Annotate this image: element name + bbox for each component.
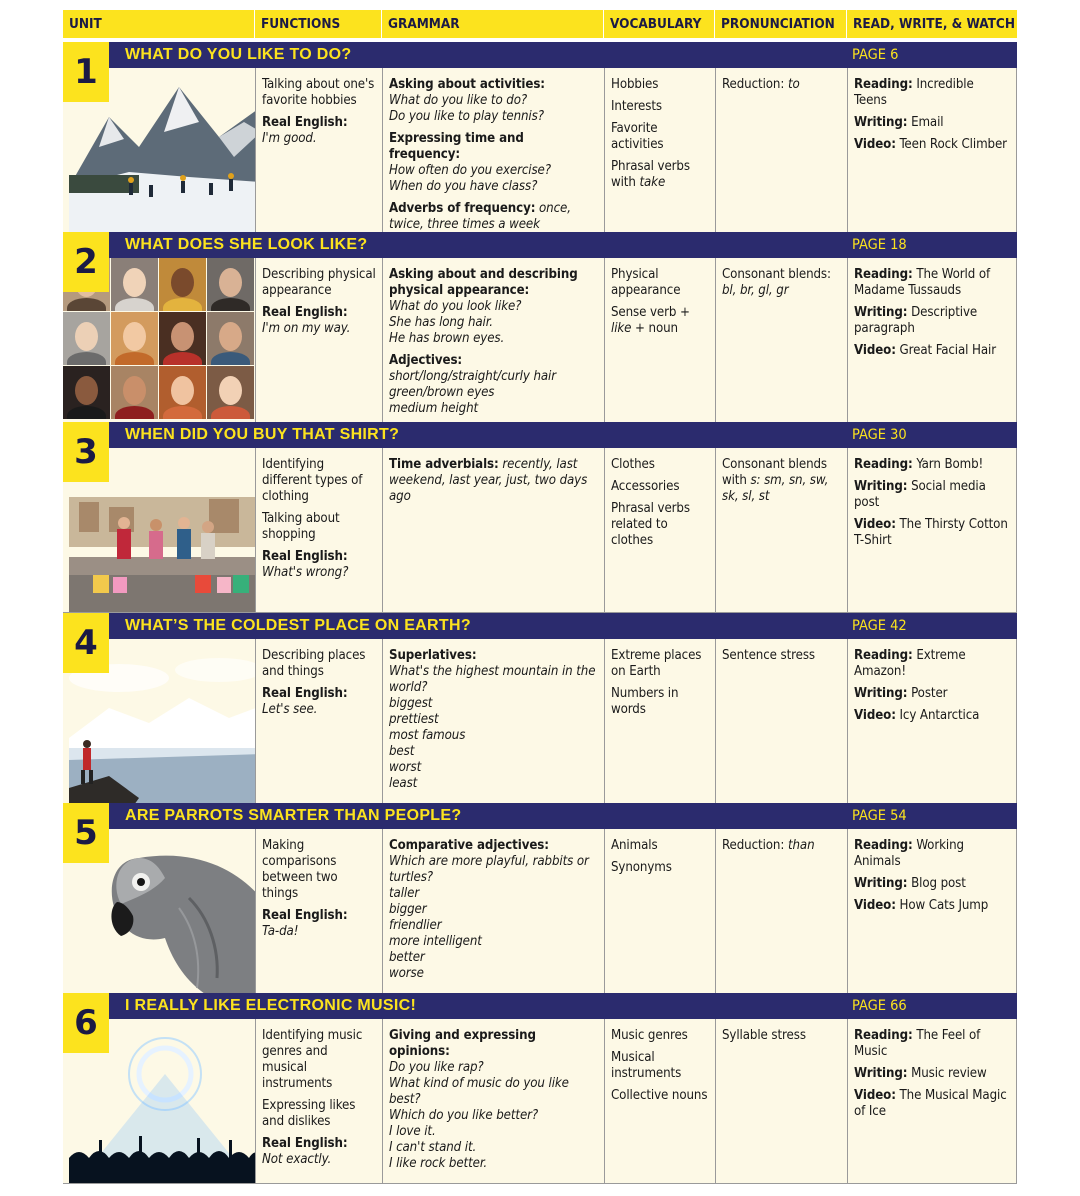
grammar-example: medium height — [389, 401, 479, 416]
header-grammar: GRAMMAR — [382, 10, 604, 38]
grammar-example: bigger — [389, 902, 427, 917]
reading-title: The Feel of Music — [854, 1028, 981, 1059]
rww-cell — [847, 68, 1017, 232]
unit-number: 2 — [63, 232, 109, 292]
unit-6 — [63, 993, 1017, 1183]
grammar-example: most famous — [389, 728, 466, 743]
reading-title: Extreme Amazon! — [854, 648, 966, 679]
pronunciation-cell — [715, 1019, 847, 1183]
real-english-label: Real English: — [262, 115, 348, 130]
vocabulary-item: Extreme places on Earth — [611, 648, 702, 679]
writing-title: Social media post — [854, 479, 986, 510]
vocabulary-item: Numbers in words — [611, 686, 679, 717]
grammar-example: green/brown eyes — [389, 385, 495, 400]
unit-1 — [63, 42, 1017, 232]
pronunciation-item: than — [787, 838, 815, 853]
writing-label: Writing: — [854, 1066, 908, 1081]
table-header — [63, 10, 1017, 38]
unit-title: WHAT DOES SHE LOOK LIKE? — [125, 236, 368, 253]
grammar-example: What do you like to do? — [389, 93, 528, 108]
reading-label: Reading: — [854, 648, 913, 663]
pronunciation-cell — [715, 829, 847, 993]
vocabulary-item: like — [611, 321, 632, 336]
vocabulary-item: Accessories — [611, 479, 680, 494]
unit-row — [63, 639, 1017, 804]
unit-3 — [63, 422, 1017, 612]
unit-title-bar — [63, 803, 1017, 829]
functions-text: Describing physical appearance — [262, 267, 376, 298]
video-title: How Cats Jump — [899, 898, 989, 913]
pronunciation-item: Reduction: — [722, 77, 785, 92]
rww-cell — [847, 258, 1017, 422]
real-english-text: I'm good. — [262, 131, 317, 146]
video-title: Teen Rock Climber — [899, 137, 1007, 152]
vocabulary-item: Interests — [611, 99, 662, 114]
functions-cell — [255, 68, 382, 232]
video-title: The Thirsty Cotton T-Shirt — [854, 517, 1008, 548]
writing-label: Writing: — [854, 686, 908, 701]
grammar-example: How often do you exercise? — [389, 163, 551, 178]
video-label: Video: — [854, 517, 896, 532]
pronunciation-item: Consonant blends with — [722, 457, 828, 488]
unit-number: 1 — [63, 42, 109, 102]
reading-label: Reading: — [854, 77, 913, 92]
grammar-example: Which do you like better? — [389, 1108, 539, 1123]
unit-4 — [63, 613, 1017, 803]
unit-2 — [63, 232, 1017, 422]
pronunciation-item: Syllable stress — [722, 1028, 806, 1043]
unit-title-bar — [63, 993, 1017, 1019]
grammar-example: What kind of music do you like best? — [389, 1076, 569, 1107]
unit-row — [63, 1019, 1017, 1184]
grammar-example: She has long hair. — [389, 315, 493, 330]
functions-cell — [255, 1019, 382, 1183]
grammar-example: What's the highest mountain in the world? — [389, 664, 596, 695]
functions-cell — [255, 639, 382, 803]
rww-cell — [847, 448, 1017, 612]
unit-title: WHAT’S THE COLDEST PLACE ON EARTH? — [125, 617, 471, 634]
grammar-cell — [382, 639, 604, 803]
grammar-heading: Comparative adjectives: — [389, 838, 549, 853]
vocabulary-cell — [604, 829, 715, 993]
functions-text: Talking about one's favorite hobbies — [262, 77, 375, 108]
vocabulary-item: Physical appearance — [611, 267, 681, 298]
video-title: The Musical Magic of Ice — [854, 1088, 1007, 1119]
unit-number: 4 — [63, 613, 109, 673]
grammar-example: more intelligent — [389, 934, 482, 949]
unit-title-bar — [63, 232, 1017, 258]
unit-title: WHAT DO YOU LIKE TO DO? — [125, 46, 352, 63]
vocabulary-item: Hobbies — [611, 77, 659, 92]
unit-row — [63, 258, 1017, 423]
vocabulary-cell — [604, 1019, 715, 1183]
reading-label: Reading: — [854, 838, 913, 853]
video-label: Video: — [854, 1088, 896, 1103]
header-unit: UNIT — [63, 10, 255, 38]
real-english-label: Real English: — [262, 686, 348, 701]
grammar-example: Do you like rap? — [389, 1060, 484, 1075]
reading-label: Reading: — [854, 457, 913, 472]
grammar-heading: Time adverbials: — [389, 457, 499, 472]
vocabulary-item: Clothes — [611, 457, 655, 472]
grammar-example: short/long/straight/curly hair — [389, 369, 557, 384]
writing-label: Writing: — [854, 305, 908, 320]
grammar-example: friendlier — [389, 918, 442, 933]
vocabulary-item: Musical instruments — [611, 1050, 682, 1081]
writing-title: Email — [911, 115, 944, 130]
reading-label: Reading: — [854, 1028, 913, 1043]
pronunciation-item: Reduction: — [722, 838, 785, 853]
pronunciation-item: Sentence stress — [722, 648, 816, 663]
unit-row — [63, 448, 1017, 613]
rww-cell — [847, 639, 1017, 803]
real-english-text: What's wrong? — [262, 565, 349, 580]
unit-title-bar — [63, 42, 1017, 68]
grammar-example: least — [389, 776, 418, 791]
functions-text: Identifying music genres and musical instruments — [262, 1028, 363, 1091]
vocabulary-item: Animals — [611, 838, 658, 853]
functions-text: Making comparisons between two things — [262, 838, 338, 901]
writing-label: Writing: — [854, 876, 908, 891]
unit-number: 3 — [63, 422, 109, 482]
vocabulary-item: take — [639, 175, 666, 190]
video-label: Video: — [854, 343, 896, 358]
unit-number: 5 — [63, 803, 109, 863]
rww-cell — [847, 829, 1017, 993]
functions-text: Describing places and things — [262, 648, 366, 679]
grammar-example: He has brown eyes. — [389, 331, 505, 346]
unit-title: WHEN DID YOU BUY THAT SHIRT? — [125, 426, 400, 443]
header-functions: FUNCTIONS — [255, 10, 382, 38]
vocabulary-item: Phrasal verbs with — [611, 159, 690, 190]
unit-5 — [63, 803, 1017, 993]
grammar-heading: Expressing time and frequency: — [389, 131, 524, 162]
reading-title: Incredible Teens — [854, 77, 974, 108]
real-english-text: I'm on my way. — [262, 321, 351, 336]
vocabulary-cell — [604, 68, 715, 232]
grammar-example: Do you like to play tennis? — [389, 109, 544, 124]
real-english-label: Real English: — [262, 549, 348, 564]
grammar-example: When do you have class? — [389, 179, 538, 194]
grammar-example: I like rock better. — [389, 1156, 488, 1171]
unit-number: 6 — [63, 993, 109, 1053]
unit-title: I REALLY LIKE ELECTRONIC MUSIC! — [125, 997, 417, 1014]
header-read-write-watch: READ, WRITE, & WATCH — [853, 16, 1015, 32]
unit-page: PAGE 42 — [852, 618, 907, 634]
vocabulary-item: Phrasal verbs related to clothes — [611, 501, 690, 548]
grammar-example: worse — [389, 966, 424, 981]
grammar-example: biggest — [389, 696, 433, 711]
functions-cell — [255, 829, 382, 993]
unit-page: PAGE 66 — [852, 998, 907, 1014]
header-vocabulary: VOCABULARY — [604, 10, 715, 38]
unit-page: PAGE 18 — [852, 237, 907, 253]
pronunciation-item: bl, br, gl, gr — [722, 283, 789, 298]
functions-text: Identifying different types of clothing — [262, 457, 363, 504]
pronunciation-cell — [715, 448, 847, 612]
real-english-text: Let's see. — [262, 702, 318, 717]
rww-cell — [847, 1019, 1017, 1183]
grammar-example: better — [389, 950, 425, 965]
reading-label: Reading: — [854, 267, 913, 282]
grammar-example: recently, last weekend, last year, just, two days ago — [389, 457, 588, 504]
unit-page: PAGE 54 — [852, 808, 907, 824]
vocabulary-item: Synonyms — [611, 860, 672, 875]
unit-title-bar — [63, 613, 1017, 639]
writing-title: Blog post — [911, 876, 966, 891]
vocabulary-item: Music genres — [611, 1028, 688, 1043]
pronunciation-cell — [715, 258, 847, 422]
grammar-example: worst — [389, 760, 422, 775]
writing-label: Writing: — [854, 115, 908, 130]
unit-title-bar — [63, 422, 1017, 448]
grammar-cell — [382, 1019, 604, 1183]
unit-page: PAGE 6 — [852, 47, 899, 63]
grammar-example: Which are more playful, rabbits or turtles? — [389, 854, 589, 885]
vocabulary-item: Sense verb + — [611, 305, 690, 320]
reading-title: Yarn Bomb! — [916, 457, 984, 472]
grammar-example: I can't stand it. — [389, 1140, 477, 1155]
reading-title: The World of Madame Tussauds — [854, 267, 991, 298]
writing-title: Poster — [911, 686, 948, 701]
real-english-text: Ta-da! — [262, 924, 299, 939]
grammar-example: What do you look like? — [389, 299, 522, 314]
video-label: Video: — [854, 708, 896, 723]
writing-title: Descriptive paragraph — [854, 305, 978, 336]
grammar-example: taller — [389, 886, 420, 901]
grammar-example: I love it. — [389, 1124, 436, 1139]
vocabulary-item: Collective nouns — [611, 1088, 708, 1103]
unit-row — [63, 829, 1017, 994]
grammar-example: once, twice, three times a week — [389, 201, 571, 232]
real-english-text: Not exactly. — [262, 1152, 332, 1167]
pronunciation-cell — [715, 68, 847, 232]
grammar-cell — [382, 448, 604, 612]
grammar-heading: Adjectives: — [389, 353, 463, 368]
pronunciation-item: s: sm, sn, sw, sk, sl, st — [722, 473, 829, 504]
functions-text: Talking about shopping — [262, 511, 340, 542]
grammar-cell — [382, 829, 604, 993]
grammar-heading: Adverbs of frequency: — [389, 201, 536, 216]
vocabulary-item: + noun — [635, 321, 678, 336]
writing-title: Music review — [911, 1066, 987, 1081]
writing-label: Writing: — [854, 479, 908, 494]
video-label: Video: — [854, 898, 896, 913]
vocabulary-cell — [604, 258, 715, 422]
grammar-heading: Superlatives: — [389, 648, 477, 663]
grammar-example: prettiest — [389, 712, 439, 727]
grammar-heading: Asking about activities: — [389, 77, 545, 92]
grammar-heading: Asking about and describing physical appearance: — [389, 267, 578, 298]
vocabulary-cell — [604, 448, 715, 612]
reading-title: Working Animals — [854, 838, 964, 869]
video-title: Icy Antarctica — [899, 708, 980, 723]
grammar-cell — [382, 258, 604, 422]
pronunciation-item: Consonant blends: — [722, 267, 831, 282]
video-title: Great Facial Hair — [899, 343, 997, 358]
pronunciation-cell — [715, 639, 847, 803]
functions-cell — [255, 258, 382, 422]
unit-title: ARE PARROTS SMARTER THAN PEOPLE? — [125, 807, 462, 824]
video-label: Video: — [854, 137, 896, 152]
pronunciation-item: to — [787, 77, 800, 92]
real-english-label: Real English: — [262, 1136, 348, 1151]
real-english-label: Real English: — [262, 305, 348, 320]
vocabulary-item: Favorite activities — [611, 121, 664, 152]
vocabulary-cell — [604, 639, 715, 803]
grammar-cell — [382, 68, 604, 232]
functions-text: Expressing likes and dislikes — [262, 1098, 356, 1129]
grammar-heading: Giving and expressing opinions: — [389, 1028, 536, 1059]
header-pronunciation: PRONUNCIATION — [715, 10, 847, 38]
functions-cell — [255, 448, 382, 612]
unit-page: PAGE 30 — [852, 427, 907, 443]
grammar-example: best — [389, 744, 415, 759]
real-english-label: Real English: — [262, 908, 348, 923]
unit-row — [63, 68, 1017, 233]
